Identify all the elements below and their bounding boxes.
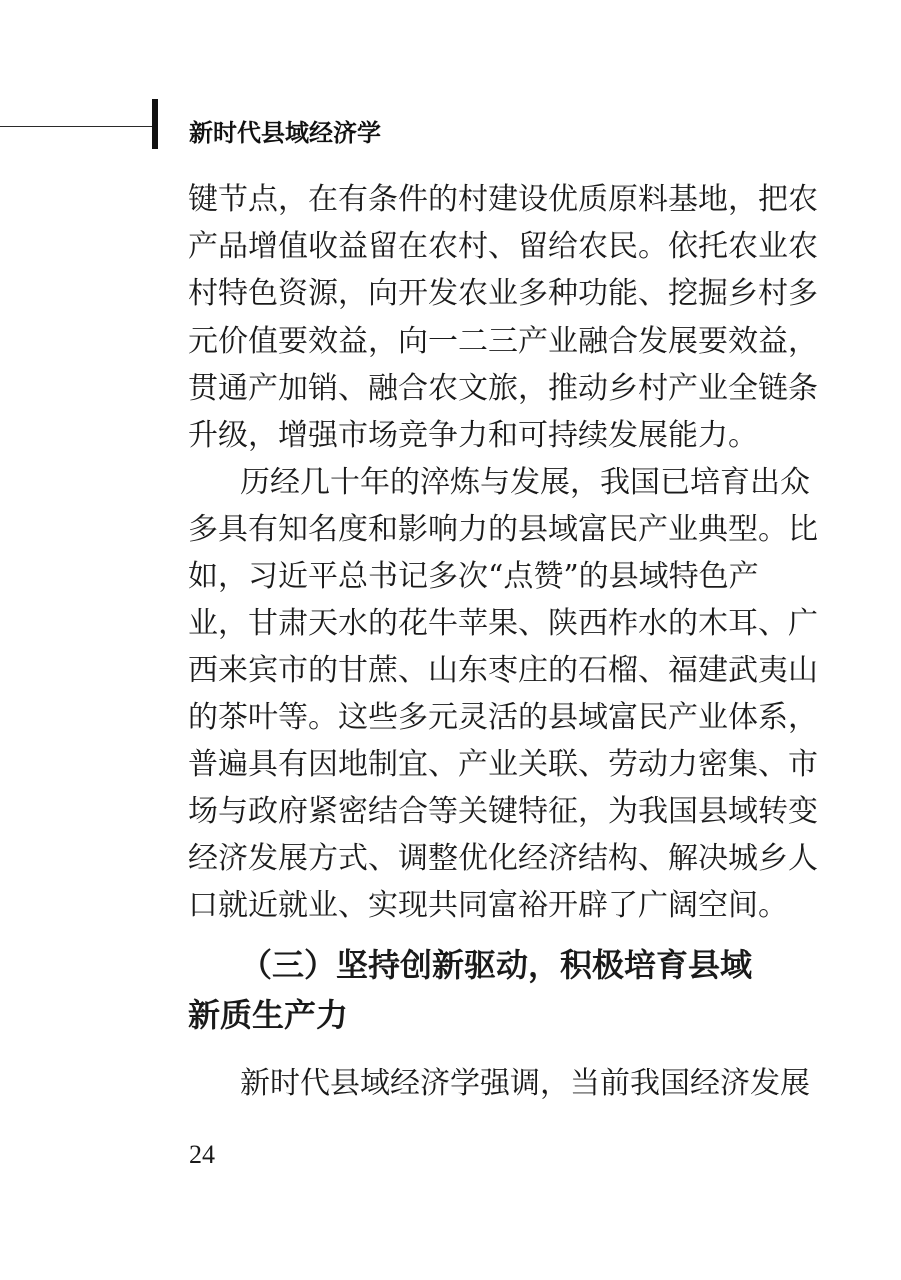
text-line: 业，甘肃天水的花牛苹果、陕西柞水的木耳、广	[188, 606, 818, 641]
text-line: 场与政府紧密结合等关键特征，为我国县域转变	[188, 794, 818, 829]
section-heading-line: 新质生产力	[188, 996, 349, 1034]
header-rule	[0, 126, 152, 127]
text-line: 口就近就业、实现共同富裕开辟了广阔空间。	[188, 888, 788, 923]
section-heading-line: （三）坚持创新驱动，积极培育县域	[240, 946, 753, 984]
text-line: 元价值要效益，向一二三产业融合发展要效益，	[188, 324, 818, 359]
header-bar	[152, 99, 158, 149]
text-line: 多具有知名度和影响力的县域富民产业典型。比	[188, 512, 818, 547]
text-line: 西来宾市的甘蔗、山东枣庄的石榴、福建武夷山	[188, 653, 818, 688]
text-line: 键节点，在有条件的村建设优质原料基地，把农	[188, 182, 818, 217]
text-line: 历经几十年的淬炼与发展，我国已培育出众	[240, 465, 810, 500]
text-line: 新时代县域经济学强调，当前我国经济发展	[240, 1066, 810, 1101]
text-line: 升级，增强市场竞争力和可持续发展能力。	[188, 418, 758, 453]
text-line: 的茶叶等。这些多元灵活的县域富民产业体系，	[188, 700, 818, 735]
text-line: 村特色资源，向开发农业多种功能、挖掘乡村多	[188, 276, 818, 311]
page-number: 24	[189, 1140, 215, 1169]
text-line: 产品增值收益留在农村、留给农民。依托农业农	[188, 229, 818, 264]
text-line: 贯通产加销、融合农文旅，推动乡村产业全链条	[188, 371, 818, 406]
text-line: 经济发展方式、调整优化经济结构、解决城乡人	[188, 841, 818, 876]
running-head-title: 新时代县域经济学	[189, 119, 381, 147]
text-line: 普遍具有因地制宜、产业关联、劳动力密集、市	[188, 747, 818, 782]
text-line: 如，习近平总书记多次“点赞”的县域特色产	[188, 559, 759, 594]
